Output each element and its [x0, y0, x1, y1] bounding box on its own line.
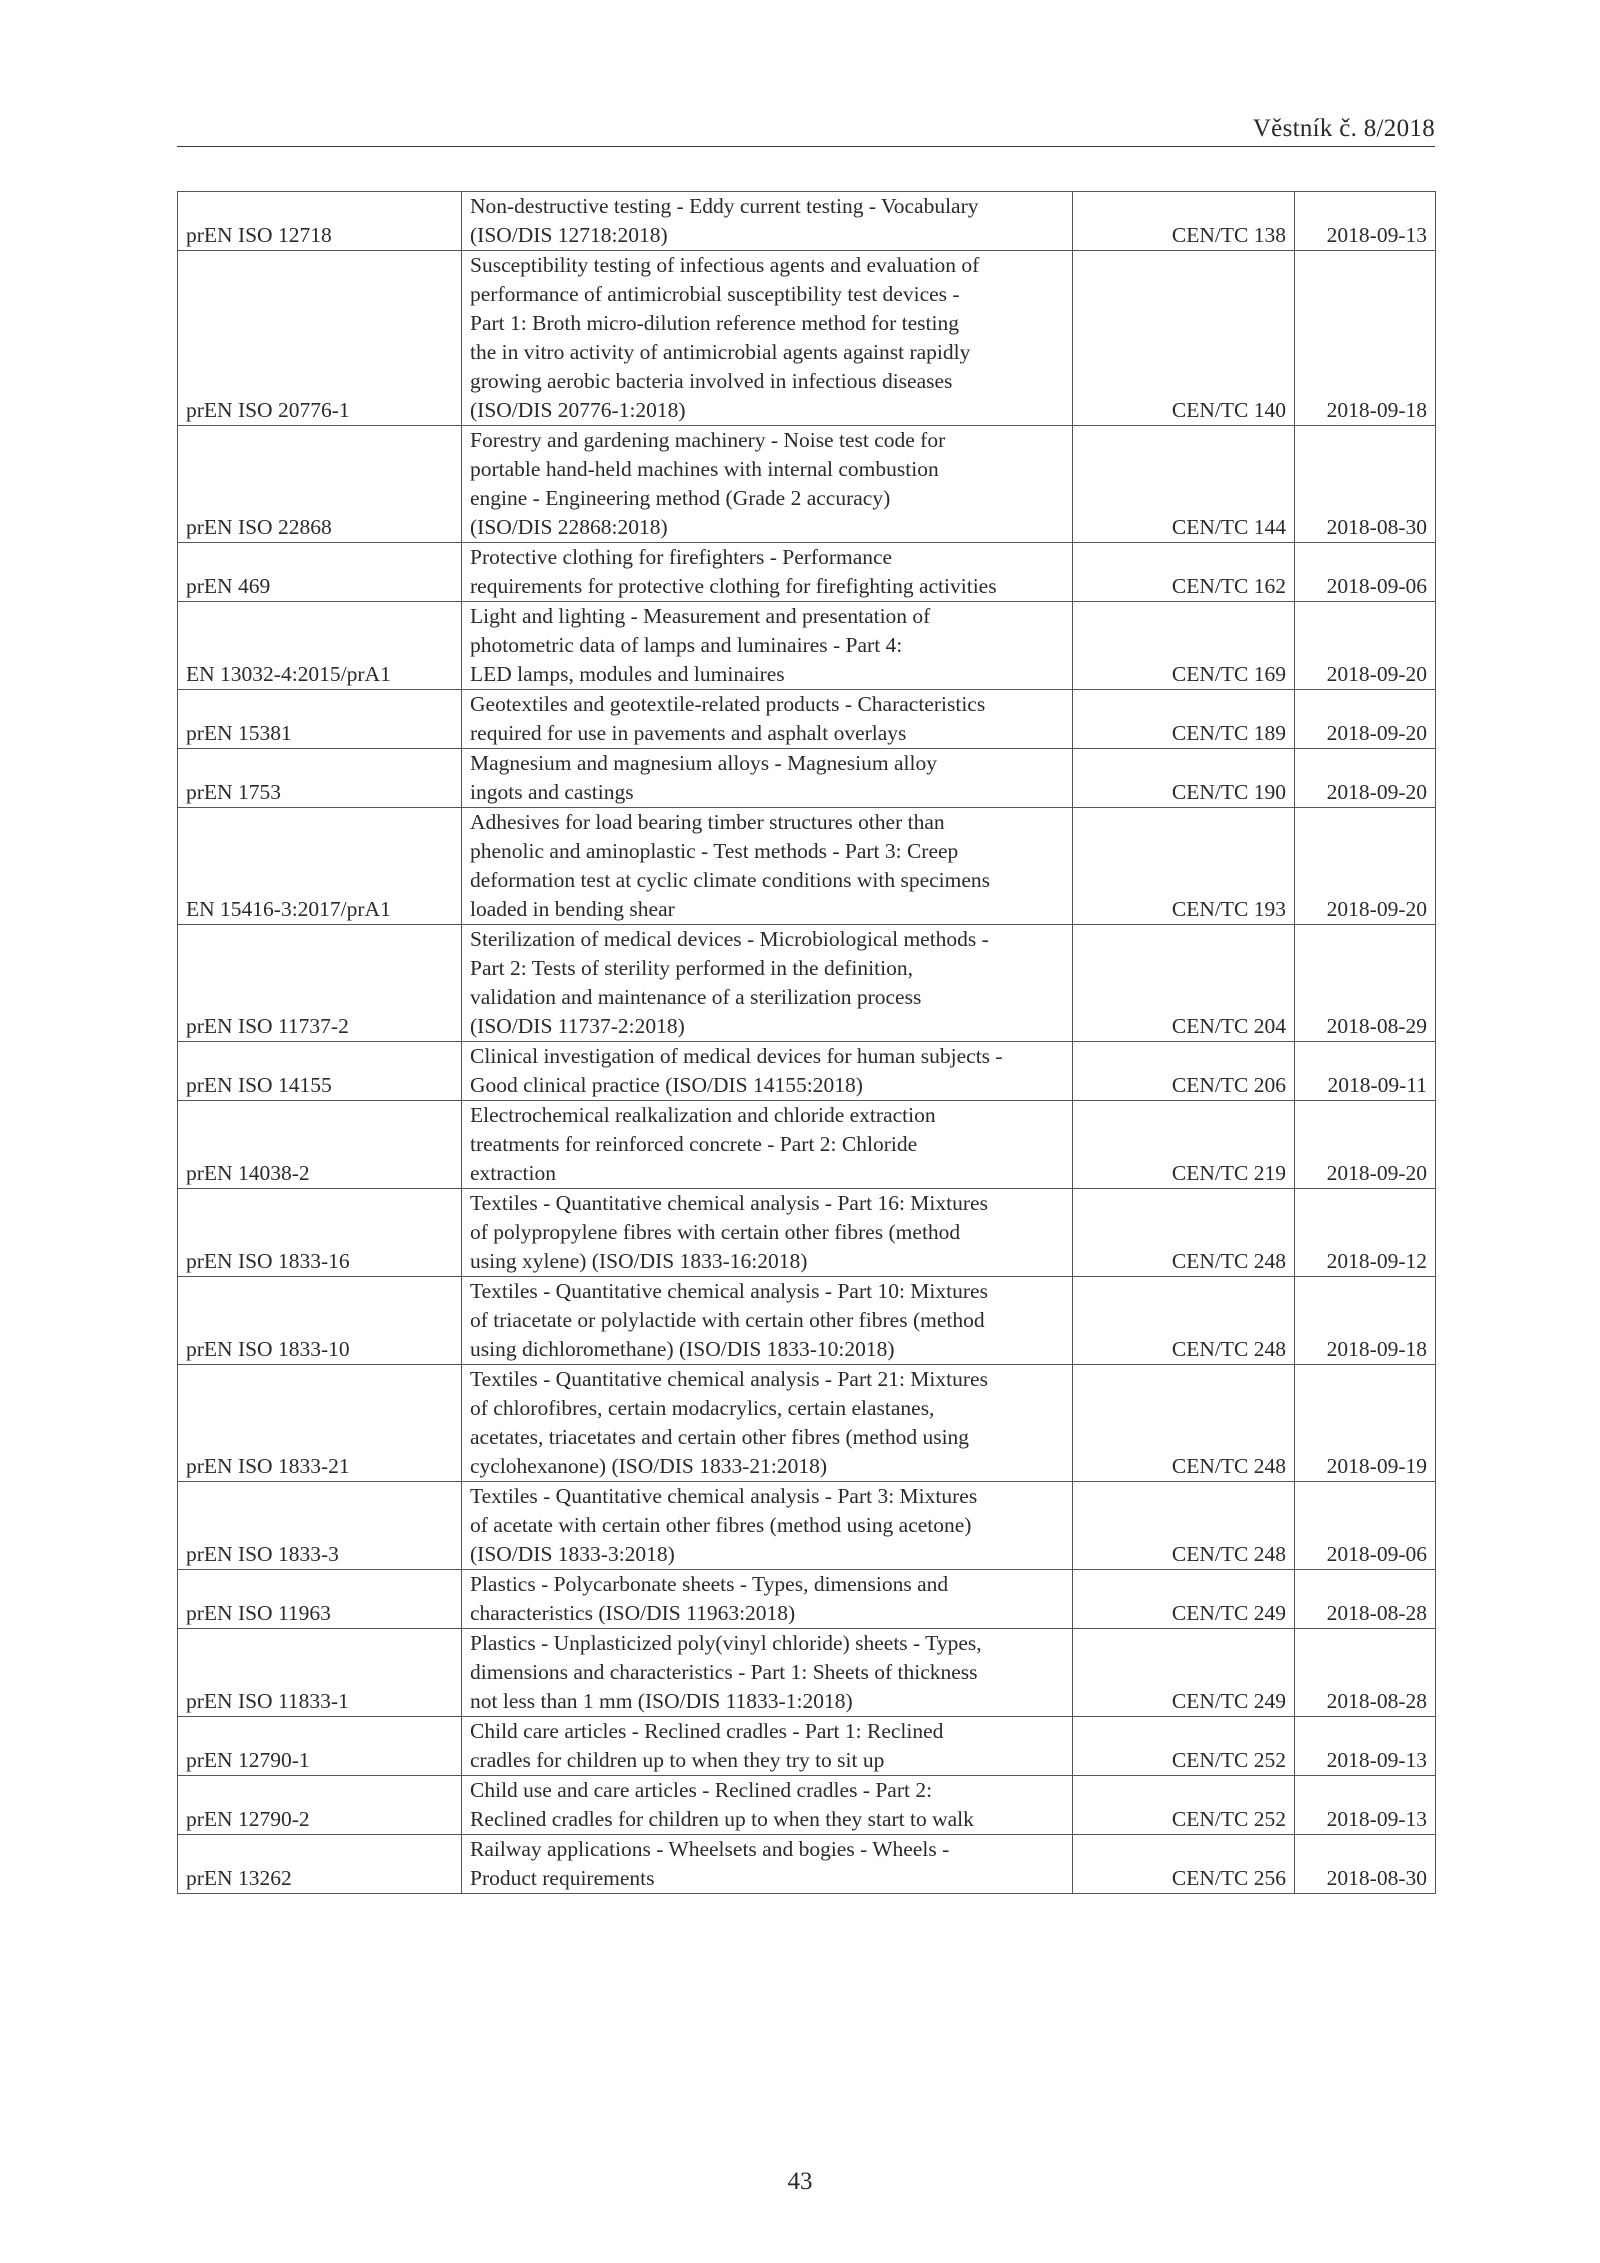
technical-committee: CEN/TC 252 — [1073, 1717, 1295, 1776]
standard-reference: EN 13032-4:2015/prA1 — [178, 602, 462, 690]
technical-committee: CEN/TC 206 — [1073, 1042, 1295, 1101]
standard-reference: prEN ISO 1833-10 — [178, 1277, 462, 1365]
standard-title — [462, 1189, 1073, 1277]
technical-committee: CEN/TC 248 — [1073, 1189, 1295, 1277]
table-row — [178, 1570, 1436, 1629]
comment-deadline-date: 2018-09-11 — [1295, 1042, 1436, 1101]
table-row — [178, 1482, 1436, 1570]
table-row — [178, 1776, 1436, 1835]
standard-title-line: Textiles - Quantitative chemical analysis - Part 16: Mixtures — [470, 1191, 988, 1215]
technical-committee: CEN/TC 138 — [1073, 192, 1295, 251]
standard-title — [462, 1277, 1073, 1365]
table-row — [178, 808, 1436, 925]
standard-title-line: Clinical investigation of medical devices for human subjects - — [470, 1044, 1003, 1068]
technical-committee: CEN/TC 190 — [1073, 749, 1295, 808]
table-row — [178, 1717, 1436, 1776]
standard-title-line: Textiles - Quantitative chemical analysis - Part 21: Mixtures — [470, 1367, 988, 1391]
table-row — [178, 1189, 1436, 1277]
technical-committee: CEN/TC 249 — [1073, 1570, 1295, 1629]
standard-title-line: performance of antimicrobial susceptibility test devices - — [470, 282, 960, 306]
standard-title-line: acetates, triacetates and certain other fibres (method using — [470, 1425, 970, 1449]
comment-deadline-date: 2018-09-20 — [1295, 808, 1436, 925]
standard-reference: prEN ISO 20776-1 — [178, 251, 462, 426]
standard-reference: prEN 15381 — [178, 690, 462, 749]
comment-deadline-date: 2018-09-06 — [1295, 543, 1436, 602]
standard-title — [462, 1570, 1073, 1629]
technical-committee: CEN/TC 256 — [1073, 1835, 1295, 1894]
standard-title — [462, 690, 1073, 749]
standard-title-line: Child use and care articles - Reclined cradles - Part 2: — [470, 1778, 933, 1802]
standards-table-body — [178, 192, 1436, 1894]
standard-title-line: Non-destructive testing - Eddy current testing - Vocabulary — [470, 194, 979, 218]
standard-title-line: required for use in pavements and asphalt overlays — [470, 721, 907, 745]
standard-title-line: of acetate with certain other fibres (method using acetone) — [470, 1513, 972, 1537]
technical-committee: CEN/TC 248 — [1073, 1277, 1295, 1365]
standard-title — [462, 808, 1073, 925]
standard-title-line: Adhesives for load bearing timber structures other than — [470, 810, 945, 834]
technical-committee: CEN/TC 144 — [1073, 426, 1295, 543]
comment-deadline-date: 2018-09-13 — [1295, 1776, 1436, 1835]
comment-deadline-date: 2018-09-19 — [1295, 1365, 1436, 1482]
technical-committee: CEN/TC 189 — [1073, 690, 1295, 749]
technical-committee: CEN/TC 249 — [1073, 1629, 1295, 1717]
standard-title-line: Geotextiles and geotextile-related products - Characteristics — [470, 692, 986, 716]
comment-deadline-date: 2018-09-13 — [1295, 1717, 1436, 1776]
standard-title-line: phenolic and aminoplastic - Test methods - Part 3: Creep — [470, 839, 959, 863]
standard-title — [462, 749, 1073, 808]
standard-title-line: Railway applications - Wheelsets and bogies - Wheels - — [470, 1837, 950, 1861]
comment-deadline-date: 2018-09-18 — [1295, 251, 1436, 426]
standard-title-line: of triacetate or polylactide with certain other fibres (method — [470, 1308, 985, 1332]
standard-title-line: (ISO/DIS 12718:2018) — [470, 223, 668, 247]
standard-title-line: of chlorofibres, certain modacrylics, certain elastanes, — [470, 1396, 935, 1420]
standard-title-line: dimensions and characteristics - Part 1: Sheets of thickness — [470, 1660, 978, 1684]
standards-table — [177, 191, 1436, 1894]
standard-title-line: ingots and castings — [470, 780, 634, 804]
standard-title-line: Reclined cradles for children up to when they start to walk — [470, 1807, 974, 1831]
standard-title-line: extraction — [470, 1161, 556, 1185]
comment-deadline-date: 2018-09-20 — [1295, 690, 1436, 749]
technical-committee: CEN/TC 140 — [1073, 251, 1295, 426]
table-row — [178, 1835, 1436, 1894]
standard-title — [462, 192, 1073, 251]
table-row — [178, 1277, 1436, 1365]
standard-title-line: Textiles - Quantitative chemical analysis - Part 3: Mixtures — [470, 1484, 978, 1508]
technical-committee: CEN/TC 169 — [1073, 602, 1295, 690]
technical-committee: CEN/TC 162 — [1073, 543, 1295, 602]
standard-reference: prEN ISO 1833-3 — [178, 1482, 462, 1570]
table-row — [178, 690, 1436, 749]
table-row — [178, 749, 1436, 808]
standard-reference: prEN 14038-2 — [178, 1101, 462, 1189]
standard-title-line: (ISO/DIS 1833-3:2018) — [470, 1542, 675, 1566]
comment-deadline-date: 2018-08-29 — [1295, 925, 1436, 1042]
standard-title-line: characteristics (ISO/DIS 11963:2018) — [470, 1601, 796, 1625]
table-row — [178, 543, 1436, 602]
technical-committee: CEN/TC 248 — [1073, 1482, 1295, 1570]
standard-reference: prEN ISO 12718 — [178, 192, 462, 251]
running-header — [177, 110, 1435, 147]
standard-reference: prEN 12790-1 — [178, 1717, 462, 1776]
standard-title — [462, 1042, 1073, 1101]
standard-title-line: LED lamps, modules and luminaires — [470, 662, 785, 686]
table-row — [178, 1101, 1436, 1189]
standard-reference: EN 15416-3:2017/prA1 — [178, 808, 462, 925]
standard-title-line: deformation test at cyclic climate conditions with specimens — [470, 868, 991, 892]
standard-reference: prEN ISO 11833-1 — [178, 1629, 462, 1717]
technical-committee: CEN/TC 193 — [1073, 808, 1295, 925]
standard-reference: prEN ISO 14155 — [178, 1042, 462, 1101]
standard-reference: prEN 1753 — [178, 749, 462, 808]
standard-title — [462, 1835, 1073, 1894]
standard-title-line: the in vitro activity of antimicrobial agents against rapidly — [470, 340, 971, 364]
table-row — [178, 925, 1436, 1042]
comment-deadline-date: 2018-09-20 — [1295, 749, 1436, 808]
standard-title-line: cradles for children up to when they try to sit up — [470, 1748, 885, 1772]
standard-title — [462, 251, 1073, 426]
comment-deadline-date: 2018-09-20 — [1295, 602, 1436, 690]
standard-reference: prEN ISO 11737-2 — [178, 925, 462, 1042]
standard-title-line: loaded in bending shear — [470, 897, 675, 921]
standard-title-line: Textiles - Quantitative chemical analysis - Part 10: Mixtures — [470, 1279, 988, 1303]
comment-deadline-date: 2018-09-20 — [1295, 1101, 1436, 1189]
page-number: 43 — [787, 2168, 813, 2195]
standard-title — [462, 1629, 1073, 1717]
standard-title-line: Part 2: Tests of sterility performed in the definition, — [470, 956, 913, 980]
standard-title-line: treatments for reinforced concrete - Part 2: Chloride — [470, 1132, 918, 1156]
standard-title-line: Forestry and gardening machinery - Noise test code for — [470, 428, 946, 452]
technical-committee: CEN/TC 219 — [1073, 1101, 1295, 1189]
standard-title-line: Electrochemical realkalization and chloride extraction — [470, 1103, 936, 1127]
table-row — [178, 1365, 1436, 1482]
standard-title — [462, 1365, 1073, 1482]
standard-reference: prEN 469 — [178, 543, 462, 602]
table-row — [178, 1629, 1436, 1717]
standard-reference: prEN 13262 — [178, 1835, 462, 1894]
comment-deadline-date: 2018-08-30 — [1295, 1835, 1436, 1894]
technical-committee: CEN/TC 204 — [1073, 925, 1295, 1042]
standard-title-line: (ISO/DIS 20776-1:2018) — [470, 398, 686, 422]
standard-title — [462, 1776, 1073, 1835]
standard-title-line: (ISO/DIS 11737-2:2018) — [470, 1014, 685, 1038]
comment-deadline-date: 2018-09-12 — [1295, 1189, 1436, 1277]
standard-title — [462, 543, 1073, 602]
standard-title — [462, 1101, 1073, 1189]
standard-title-line: using xylene) (ISO/DIS 1833-16:2018) — [470, 1249, 808, 1273]
table-row — [178, 192, 1436, 251]
standard-title-line: Part 1: Broth micro-dilution reference method for testing — [470, 311, 959, 335]
comment-deadline-date: 2018-09-18 — [1295, 1277, 1436, 1365]
standard-title-line: Product requirements — [470, 1866, 655, 1890]
standard-reference: prEN 12790-2 — [178, 1776, 462, 1835]
standard-reference: prEN ISO 11963 — [178, 1570, 462, 1629]
journal-issue-label: Věstník č. 8/2018 — [1252, 115, 1435, 142]
standard-title-line: Good clinical practice (ISO/DIS 14155:2018) — [470, 1073, 863, 1097]
standard-title-line: of polypropylene fibres with certain other fibres (method — [470, 1220, 961, 1244]
standard-title-line: Child care articles - Reclined cradles - Part 1: Reclined — [470, 1719, 944, 1743]
standard-title-line: Protective clothing for firefighters - Performance — [470, 545, 893, 569]
standard-title-line: portable hand-held machines with internal combustion — [470, 457, 939, 481]
standard-title-line: Susceptibility testing of infectious agents and evaluation of — [470, 253, 980, 277]
standard-reference: prEN ISO 1833-16 — [178, 1189, 462, 1277]
comment-deadline-date: 2018-09-06 — [1295, 1482, 1436, 1570]
standard-title-line: Plastics - Unplasticized poly(vinyl chloride) sheets - Types, — [470, 1631, 982, 1655]
comment-deadline-date: 2018-08-28 — [1295, 1570, 1436, 1629]
standard-title-line: Plastics - Polycarbonate sheets - Types, dimensions and — [470, 1572, 949, 1596]
standard-title-line: (ISO/DIS 22868:2018) — [470, 515, 668, 539]
standard-title-line: Sterilization of medical devices - Microbiological methods - — [470, 927, 989, 951]
comment-deadline-date: 2018-09-13 — [1295, 192, 1436, 251]
table-row — [178, 426, 1436, 543]
standard-title-line: cyclohexanone) (ISO/DIS 1833-21:2018) — [470, 1454, 828, 1478]
standard-title-line: photometric data of lamps and luminaires - Part 4: — [470, 633, 903, 657]
standard-title-line: not less than 1 mm (ISO/DIS 11833-1:2018) — [470, 1689, 853, 1713]
standard-reference: prEN ISO 1833-21 — [178, 1365, 462, 1482]
standard-title-line: growing aerobic bacteria involved in infectious diseases — [470, 369, 953, 393]
standard-title — [462, 426, 1073, 543]
standard-title-line: Magnesium and magnesium alloys - Magnesium alloy — [470, 751, 937, 775]
table-row — [178, 602, 1436, 690]
standard-title — [462, 602, 1073, 690]
table-row — [178, 1042, 1436, 1101]
table-row — [178, 251, 1436, 426]
standard-reference: prEN ISO 22868 — [178, 426, 462, 543]
standard-title-line: requirements for protective clothing for firefighting activities — [470, 574, 997, 598]
technical-committee: CEN/TC 248 — [1073, 1365, 1295, 1482]
comment-deadline-date: 2018-08-30 — [1295, 426, 1436, 543]
standard-title — [462, 1717, 1073, 1776]
standard-title-line: validation and maintenance of a sterilization process — [470, 985, 922, 1009]
comment-deadline-date: 2018-08-28 — [1295, 1629, 1436, 1717]
technical-committee: CEN/TC 252 — [1073, 1776, 1295, 1835]
standard-title-line: engine - Engineering method (Grade 2 accuracy) — [470, 486, 891, 510]
standard-title — [462, 1482, 1073, 1570]
standard-title — [462, 925, 1073, 1042]
standard-title-line: Light and lighting - Measurement and presentation of — [470, 604, 931, 628]
standard-title-line: using dichloromethane) (ISO/DIS 1833-10:2018) — [470, 1337, 895, 1361]
